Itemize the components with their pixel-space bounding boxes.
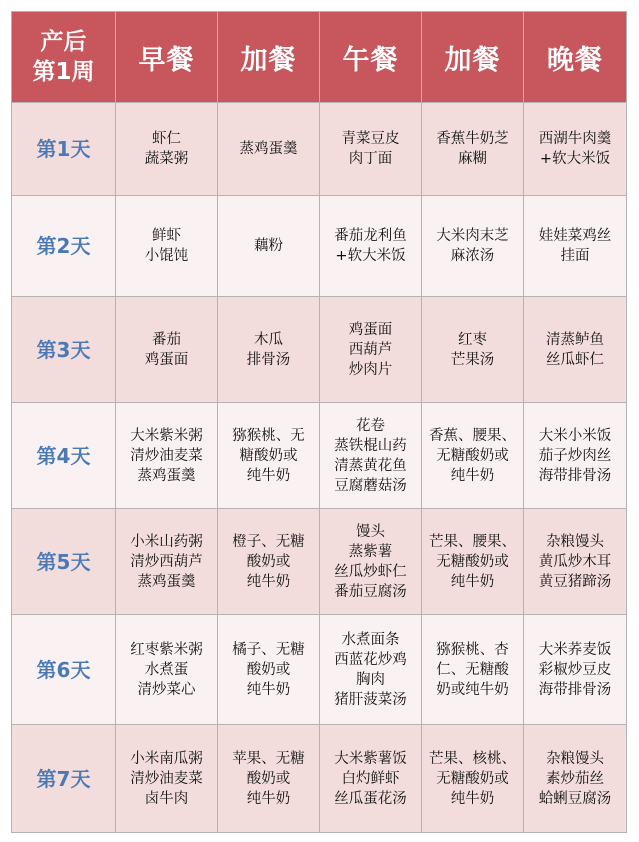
meal-cell: 苹果、无糖 酸奶或 纯牛奶 — [218, 725, 320, 833]
meal-cell: 大米荞麦饭 彩椒炒豆皮 海带排骨汤 — [524, 615, 627, 725]
meal-cell: 橙子、无糖 酸奶或 纯牛奶 — [218, 509, 320, 615]
meal-cell: 花卷 蒸铁棍山药 清蒸黄花鱼 豆腐蘑菇汤 — [320, 403, 422, 509]
table-row — [12, 509, 627, 615]
meal-cell: 芒果、核桃、 无糖酸奶或 纯牛奶 — [422, 725, 524, 833]
meal-cell: 芒果、腰果、 无糖酸奶或 纯牛奶 — [422, 509, 524, 615]
meal-cell: 番茄 鸡蛋面 — [116, 297, 218, 403]
day-label: 第5天 — [12, 509, 116, 615]
meal-cell: 橘子、无糖 酸奶或 纯牛奶 — [218, 615, 320, 725]
meal-cell: 娃娃菜鸡丝 挂面 — [524, 196, 627, 297]
column-header-lunch: 午餐 — [320, 12, 422, 103]
meal-cell: 大米紫米粥 清炒油麦菜 蒸鸡蛋羹 — [116, 403, 218, 509]
meal-cell: 蒸鸡蛋羹 — [218, 103, 320, 196]
meal-cell: 西湖牛肉羹 +软大米饭 — [524, 103, 627, 196]
day-label: 第1天 — [12, 103, 116, 196]
week-label-line2: 第1周 — [32, 59, 95, 85]
meal-cell: 水煮面条 西蓝花炒鸡 胸肉 猪肝菠菜汤 — [320, 615, 422, 725]
table-row — [12, 725, 627, 833]
meal-cell: 馒头 蒸紫薯 丝瓜炒虾仁 番茄豆腐汤 — [320, 509, 422, 615]
meal-cell: 鲜虾 小馄饨 — [116, 196, 218, 297]
column-header-snack-afternoon: 加餐 — [422, 12, 524, 103]
table-row — [12, 297, 627, 403]
column-header-dinner: 晚餐 — [524, 12, 627, 103]
table-row — [12, 403, 627, 509]
meal-cell: 香蕉、腰果、 无糖酸奶或 纯牛奶 — [422, 403, 524, 509]
meal-cell: 藕粉 — [218, 196, 320, 297]
day-label: 第7天 — [12, 725, 116, 833]
table-row — [12, 196, 627, 297]
table-row — [12, 103, 627, 196]
meal-cell: 杂粮馒头 素炒茄丝 蛤蜊豆腐汤 — [524, 725, 627, 833]
meal-cell: 大米肉末芝 麻浓汤 — [422, 196, 524, 297]
meal-cell: 杂粮馒头 黄瓜炒木耳 黄豆猪蹄汤 — [524, 509, 627, 615]
table-row — [12, 615, 627, 725]
meal-cell: 小米山药粥 清炒西葫芦 蒸鸡蛋羹 — [116, 509, 218, 615]
meal-plan-table — [11, 11, 627, 833]
header-row — [12, 12, 627, 103]
column-header-breakfast: 早餐 — [116, 12, 218, 103]
day-label: 第3天 — [12, 297, 116, 403]
week-label-line1: 产后 — [40, 29, 87, 55]
day-label: 第4天 — [12, 403, 116, 509]
day-label: 第6天 — [12, 615, 116, 725]
meal-cell: 清蒸鲈鱼 丝瓜虾仁 — [524, 297, 627, 403]
meal-cell: 猕猴桃、杏 仁、无糖酸 奶或纯牛奶 — [422, 615, 524, 725]
meal-cell: 虾仁 蔬菜粥 — [116, 103, 218, 196]
meal-cell: 猕猴桃、无 糖酸奶或 纯牛奶 — [218, 403, 320, 509]
meal-cell: 红枣 芒果汤 — [422, 297, 524, 403]
meal-cell: 红枣紫米粥 水煮蛋 清炒菜心 — [116, 615, 218, 725]
day-label: 第2天 — [12, 196, 116, 297]
meal-cell: 鸡蛋面 西葫芦 炒肉片 — [320, 297, 422, 403]
meal-cell: 小米南瓜粥 清炒油麦菜 卤牛肉 — [116, 725, 218, 833]
meal-cell: 大米小米饭 茄子炒肉丝 海带排骨汤 — [524, 403, 627, 509]
meal-cell: 木瓜 排骨汤 — [218, 297, 320, 403]
week-label — [12, 12, 116, 103]
meal-cell: 大米紫薯饭 白灼鲜虾 丝瓜蛋花汤 — [320, 725, 422, 833]
meal-cell: 香蕉牛奶芝 麻糊 — [422, 103, 524, 196]
meal-cell: 番茄龙利鱼 +软大米饭 — [320, 196, 422, 297]
meal-cell: 青菜豆皮 肉丁面 — [320, 103, 422, 196]
column-header-snack-morning: 加餐 — [218, 12, 320, 103]
